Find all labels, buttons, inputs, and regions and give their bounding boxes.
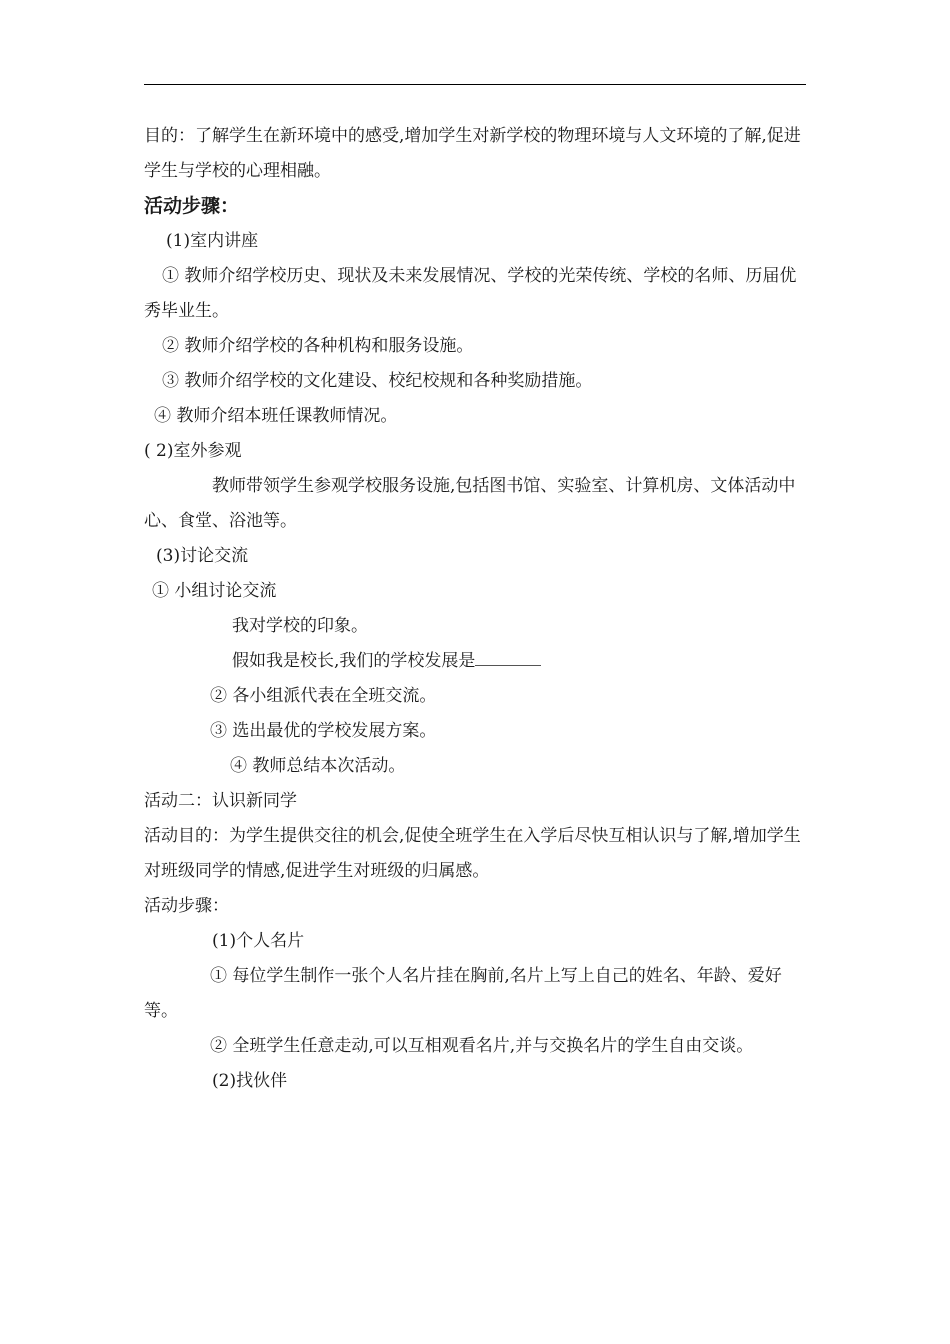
step-find-partner: (2)找伙伴 xyxy=(212,1071,288,1091)
header-rule xyxy=(144,84,806,85)
fill-in-blank xyxy=(475,651,541,666)
activity-two-title: 活动二：认识新同学 xyxy=(144,791,297,811)
step-discussion: (3)讨论交流 xyxy=(156,546,249,566)
lecture-item-2: ② 教师介绍学校的各种机构和服务设施。 xyxy=(162,336,474,356)
lecture-item-1: ① 教师介绍学校历史、现状及未来发展情况、学校的光荣传统、学校的名师、历届优秀毕业生。 xyxy=(144,266,797,321)
document-body xyxy=(144,119,808,1099)
discussion-item-1: ① 小组讨论交流 xyxy=(152,581,277,601)
activity-two-purpose: 活动目的：为学生提供交往的机会,促使全班学生在入学后尽快互相认识与了解,增加学生对班级同学的情感,促进学生对班级的归属感。 xyxy=(144,826,801,881)
lecture-item-4: ④ 教师介绍本班任课教师情况。 xyxy=(154,406,398,426)
discussion-item-3: ③ 选出最优的学校发展方案。 xyxy=(210,721,437,741)
discussion-item-4: ④ 教师总结本次活动。 xyxy=(230,756,406,776)
discussion-topic-impression: 我对学校的印象。 xyxy=(232,616,368,636)
discussion-topic-principal-text: 假如我是校长,我们的学校发展是 xyxy=(232,651,476,671)
name-card-item-1: ① 每位学生制作一张个人名片挂在胸前,名片上写上自己的姓名、年龄、爱好等。 xyxy=(144,966,782,1021)
discussion-topic-principal xyxy=(144,644,808,679)
step-outdoor-visit: ( 2)室外参观 xyxy=(144,441,242,461)
visit-paragraph: 教师带领学生参观学校服务设施,包括图书馆、实验室、计算机房、文体活动中心、食堂、浴池等。 xyxy=(144,476,796,531)
activity-two-steps-heading: 活动步骤： xyxy=(144,896,229,916)
discussion-item-2: ② 各小组派代表在全班交流。 xyxy=(210,686,437,706)
lecture-item-3: ③ 教师介绍学校的文化建设、校纪校规和各种奖励措施。 xyxy=(162,371,593,391)
step-name-card: (1)个人名片 xyxy=(212,931,305,951)
purpose-paragraph: 目的：了解学生在新环境中的感受,增加学生对新学校的物理环境与人文环境的了解,促进学生与学校的心理相融。 xyxy=(144,126,801,181)
name-card-item-2: ② 全班学生任意走动,可以互相观看名片,并与交换名片的学生自由交谈。 xyxy=(210,1036,754,1056)
activity-steps-heading: 活动步骤： xyxy=(144,195,240,217)
step-indoor-lecture: (1)室内讲座 xyxy=(166,231,259,251)
